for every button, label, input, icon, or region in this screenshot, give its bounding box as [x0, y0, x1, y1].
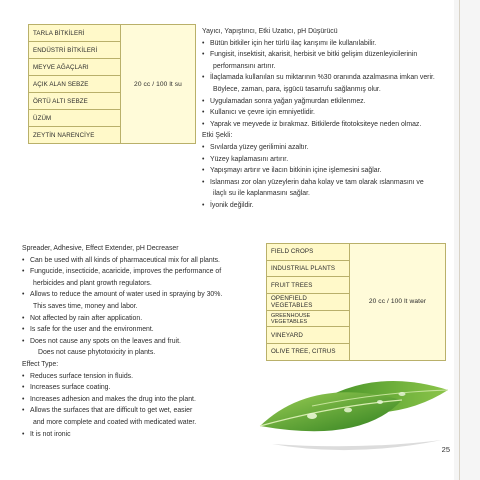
water-drop [399, 392, 406, 396]
tr-line: • Islanması zor olan yüzeylerin daha kolay ve tam olarak ıslanmasını ve [202, 177, 435, 189]
tr-line: Etki Şekli: [202, 132, 233, 140]
en-line: • It is not ironic [22, 429, 222, 441]
crop-cell: MEYVE AĞAÇLARI [29, 59, 121, 76]
crop-cell: AÇIK ALAN SEBZE [29, 76, 121, 93]
page-number: 25 [441, 445, 450, 454]
en-line: • Allows the surfaces that are difficult to get wet, easier [22, 405, 222, 417]
crop-cell: ENDÜSTRİ BİTKİLERİ [29, 42, 121, 59]
tr-line: • Yüzey kaplamasını artırır. [202, 154, 435, 166]
crop-cell: ÖRTÜ ALTI SEBZE [29, 93, 121, 110]
water-drop [344, 408, 352, 413]
crop-cell: OPENFIELD VEGETABLES [267, 294, 350, 311]
tr-line: performansını artırır. [213, 62, 276, 70]
en-line: • Is safe for the user and the environment. [22, 324, 222, 336]
crop-cell: INDUSTRIAL PLANTS [267, 260, 350, 277]
water-drop [377, 400, 383, 404]
crop-cell: ÜZÜM [29, 110, 121, 127]
leaves-illustration [252, 366, 452, 456]
application-table-en [266, 243, 446, 361]
en-line: • Can be used with all kinds of pharmaceutical mix for all plants. [22, 255, 222, 267]
dose-cell: 20 cc / 100 lt su [121, 25, 196, 144]
leaf-front [260, 392, 402, 431]
tr-line: • Uygulamadan sonra yağan yağmurdan etkilenmez. [202, 96, 435, 108]
tr-line: • Fungisit, insektisit, akarisit, herbisit ve bitki gelişim düzenleyicilerinin [202, 49, 435, 61]
crop-cell: GREENHOUSE VEGETABLES [267, 310, 350, 327]
turkish-description [202, 26, 435, 212]
tr-line: Yayıcı, Yapıştırıcı, Etki Uzatıcı, pH Düşürücü [202, 28, 338, 35]
application-table-tr [28, 24, 196, 144]
en-line: This saves time, money and labor. [33, 302, 138, 310]
en-line: • Increases surface coating. [22, 382, 222, 394]
tr-line: • İlaçlamada kullanılan su miktarının %30 oranında azalmasına imkan verir. [202, 72, 435, 84]
tr-line: • İyonik değildir. [202, 200, 435, 212]
leaf-shadow [272, 440, 442, 450]
en-line: • Fungucide, insecticide, acaricide, improves the performance of [22, 266, 222, 278]
en-line: • Does not cause any spots on the leaves and fruit. [22, 336, 222, 348]
page-edge-shadow [454, 0, 480, 480]
tr-line: • Sıvılarda yüzey gerilimini azaltır. [202, 142, 435, 154]
tr-line: • Bütün bitkiler için her türlü ilaç karışımı ile kullanılabilir. [202, 38, 435, 50]
crop-cell: TARLA BİTKİLERİ [29, 25, 121, 42]
crop-cell: OLIVE TREE, CITRUS [267, 344, 350, 361]
tr-line: • Yaprak ve meyvede iz bırakmaz. Bitkilerde fitotoksiteye neden olmaz. [202, 119, 435, 131]
tr-line: • Yapışmayı artırır ve ilacın bitkinin içine işlemesini sağlar. [202, 165, 435, 177]
crop-cell: VINEYARD [267, 327, 350, 344]
en-line: Does not cause phytotoxicity in plants. [38, 349, 156, 357]
en-line: herbicides and plant growth regulators. [33, 279, 152, 287]
dose-cell: 20 cc / 100 lt water [350, 244, 446, 361]
page-edge-line [459, 0, 460, 480]
tr-line: • Kullanıcı ve çevre için emniyetlidir. [202, 107, 435, 119]
crop-cell: FRUIT TREES [267, 277, 350, 294]
en-line: Effect Type: [22, 360, 59, 368]
crop-cell: FIELD CROPS [267, 244, 350, 261]
en-line: • Reduces surface tension in fluids. [22, 371, 222, 383]
en-line: and more complete and coated with medicated water. [33, 418, 197, 426]
en-line: • Not affected by rain after application. [22, 313, 222, 325]
en-line: • Increases adhesion and makes the drug into the plant. [22, 394, 222, 406]
water-drop [307, 413, 317, 419]
tr-line: Böylece, zaman, para, işgücü tasarrufu sağlanmış olur. [213, 85, 381, 93]
crop-cell: ZEYTİN NARENCİYE [29, 127, 121, 144]
tr-line: ilaçlı su ile kaplanmasını sağlar. [213, 190, 310, 198]
en-line: Spreader, Adhesive, Effect Extender, pH Decreaser [22, 245, 179, 252]
english-description [22, 243, 222, 440]
en-line: • Allows to reduce the amount of water used in spraying by 30%. [22, 289, 222, 301]
